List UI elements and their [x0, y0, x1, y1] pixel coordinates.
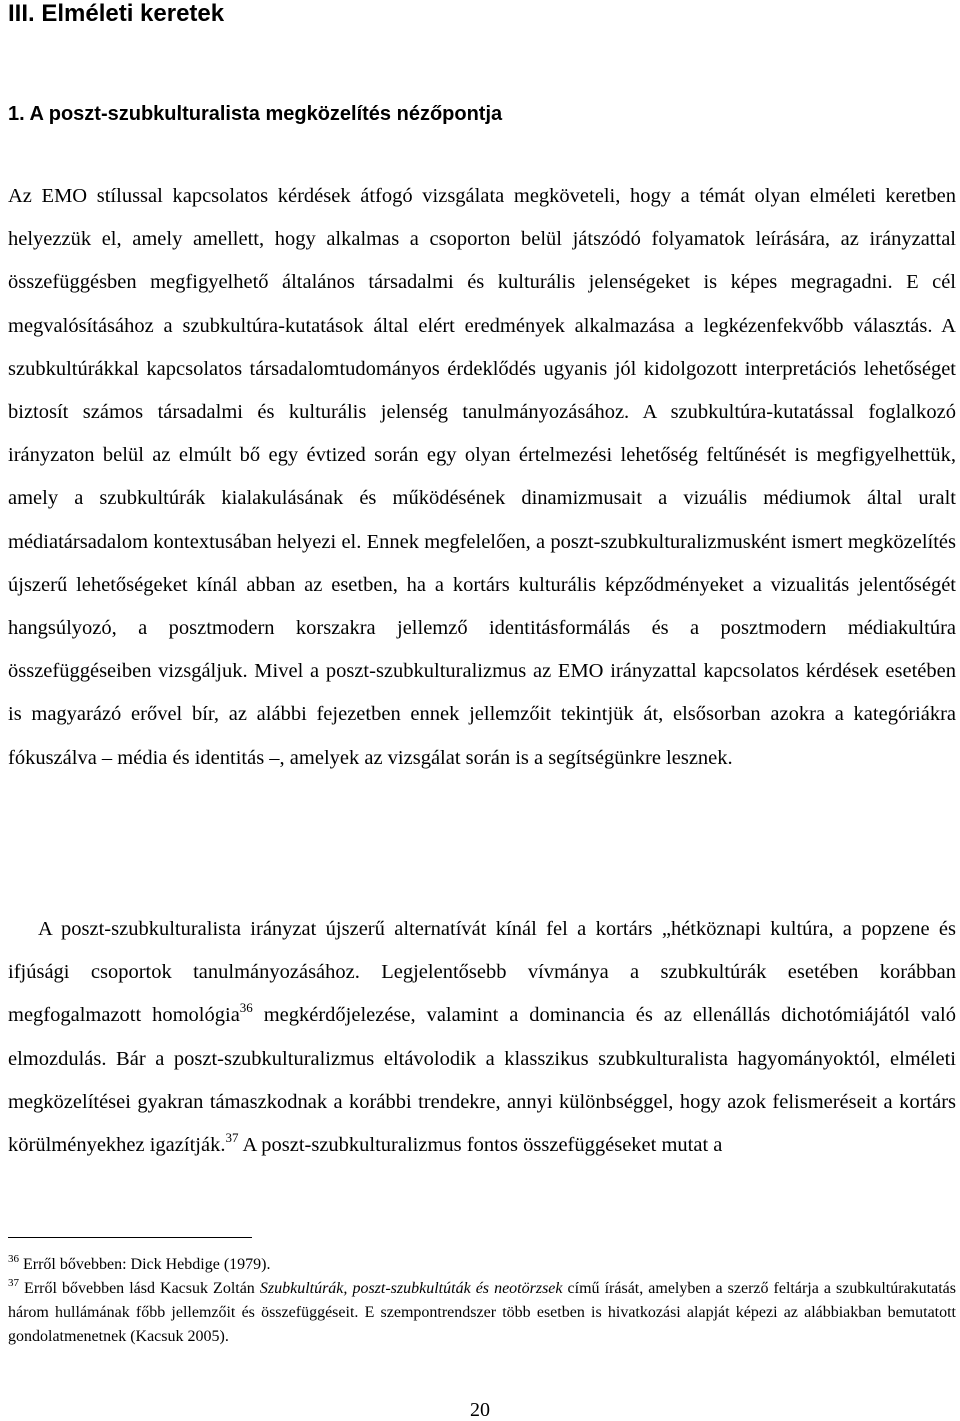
- footnote-text-before: Erről bővebben lásd Kacsuk Zoltán: [24, 1280, 260, 1297]
- section-title: 1. A poszt-szubkulturalista megközelítés nézőpontja: [8, 103, 503, 125]
- footnote-text: Erről bővebben: Dick Hebdige (1979).: [23, 1256, 271, 1273]
- paragraph-2-text-part-1: A poszt-szubkulturalista irányzat újszerű alternatívát kínál fel a kortárs „hétköznapi kultúra, a popzene és ifjúsági csoportok tanulmányozásához. Legjelentősebb vívmánya a szubkultúrák esetében korábban megfogalmazott homológia: [8, 918, 956, 1027]
- body-paragraph-1: Az EMO stílussal kapcsolatos kérdések átfogó vizsgálata megköveteli, hogy a témát olyan elméleti keretben helyezzük el, amely amellett, hogy alkalmas a csoporton belül játszódó folyamatok leírására, az irányzattal összefüggésben megfigyelhető általános társadalmi és kulturális jelenségeket is képes megragadni. E cél megvalósításához a szubkultúra-kutatások által elért eredmények alkalmazása a legkézenfekvőbb választás. A szubkultúrákkal kapcsolatos társadalomtudományos érdeklődés ugyanis jól kidolgozott interpretációs lehetőséget biztosít számos társadalmi és kulturális jelenség tanulmányozásához. A szubkultúra-kutatással foglalkozó irányzaton belül az elmúlt bő egy évtized során egy olyan értelmezési lehetőség feltűnését is megfigyelhettük, amely a szubkultúrák kialakulásának és működésének dinamizmusait a vizuális médiumok által uralt médiatársadalom kontextusában helyezi el. Ennek megfelelően, a poszt-szubkulturalizmusként ismert megközelítés újszerű lehetőségeket kínál abban az esetben, ha a kortárs kulturális képződményeket a vizualitás jelentőségét hangsúlyozó, a posztmodern korszakra jellemző identitásformálás és a posztmodern médiakultúra összefüggéseiben vizsgáljuk. Mivel a poszt-szubkulturalizmus az EMO irányzattal kapcsolatos kérdések esetében is magyarázó erővel bír, az alábbi fejezetben ennek jellemzőit tekintjük át, elsősorban azokra a kategóriákra fókuszálva – média és identitás –, amelyek az vizsgálat során is a segítségünkre lesznek.: [8, 185, 956, 769]
- cited-work-title: Szubkultúrák, poszt-szubkultúták és neotörzsek: [259, 1280, 563, 1297]
- footnote-number: 37: [8, 1277, 19, 1289]
- paragraph-2-text-part-3: A poszt-szubkulturalizmus fontos összefüggéseket mutat a: [238, 1134, 723, 1157]
- footnote-reference-37[interactable]: 37: [225, 1130, 239, 1146]
- page-number: 20: [470, 1399, 490, 1421]
- footnote-36: [8, 1253, 956, 1277]
- footnote-text-after: című írását, amelyben a szerző feltárja a szubkultúrakutatás három hullámának főbb jellemzőit és összefüggéseit. E szempontrendszer több esetben is hivatkozási alapját képezi az alábbiakban bemutatott gondolatmenetnek (Kacsuk 2005).: [8, 1280, 957, 1345]
- footnote-reference-36[interactable]: 36: [239, 1000, 253, 1016]
- footnote-separator: [8, 1237, 252, 1238]
- footnote-37: [8, 1277, 956, 1349]
- footnotes: [8, 1253, 956, 1349]
- footnote-number: 36: [8, 1253, 19, 1265]
- body-paragraph-2: [8, 908, 956, 1167]
- paragraph-2-text-part-2: megkérdőjelezése, valamint a dominancia és az ellenállás dichotómiájától való elmozdulás. Bár a poszt-szubkulturalizmus eltávolodik a klasszikus szubkulturalista hagyományoktól, elméleti megközelítései gyakran támaszkodnak a korábbi trendekre, annyi különbséggel, hogy azok felismeréseit a kortárs körülményekhez igazítják.: [8, 1004, 956, 1157]
- chapter-title: III. Elméleti keretek: [8, 0, 225, 27]
